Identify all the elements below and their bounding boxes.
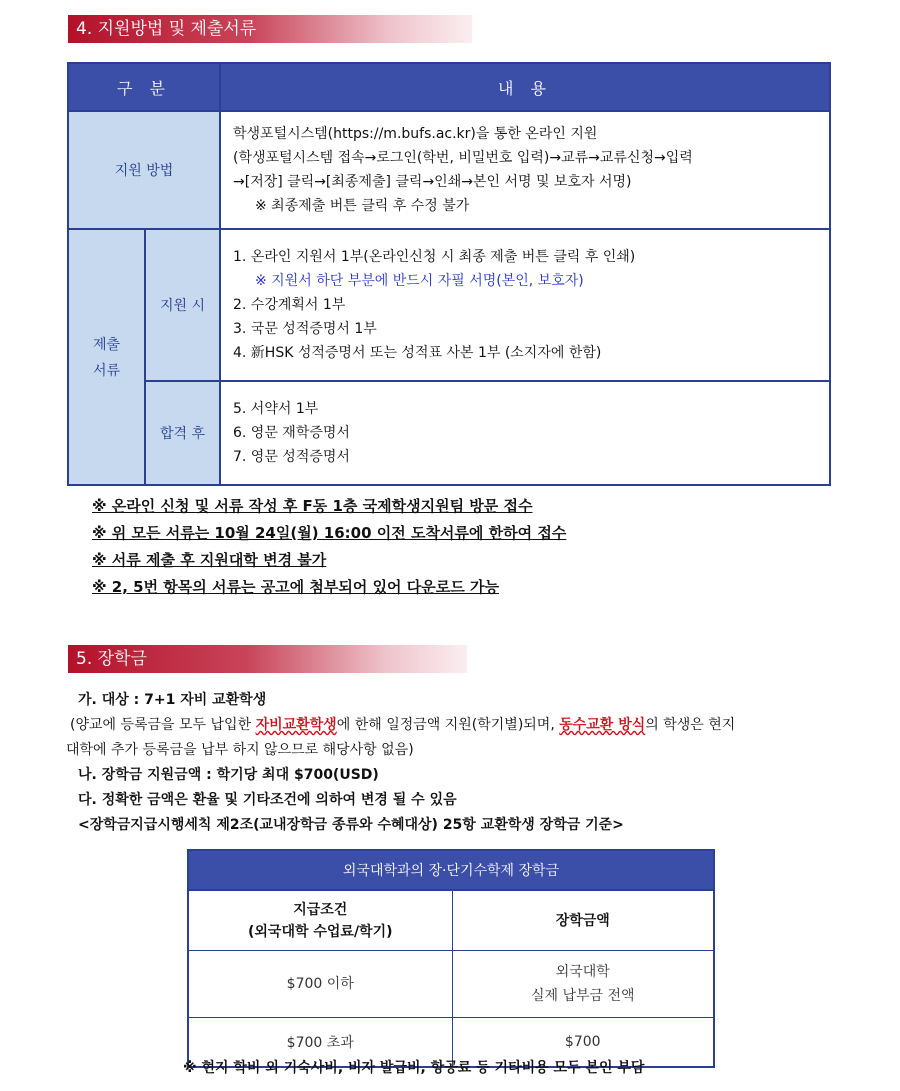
apply-line: 1. 온라인 지원서 1부(온라인신청 시 최종 제출 버튼 클릭 후 인쇄) [233, 249, 636, 265]
pass-content [220, 381, 830, 485]
section5-title: 5. 장학금 [68, 645, 467, 673]
desc-highlight: 동수교환 방식 [559, 717, 646, 733]
apply-note: ※ 지원서 하단 부분에 반드시 자필 서명(본인, 보호자) [255, 273, 584, 289]
pass-label: 합격 후 [145, 381, 220, 485]
docs-label-line: 제출 [92, 337, 121, 353]
desc-highlight: 자비교환학생 [255, 717, 337, 733]
notes-list [92, 493, 566, 601]
amount-line: 나. 장학금 지원금액 : 학기당 최대 $700(USD) [78, 767, 379, 783]
method-content [220, 111, 830, 229]
condition-header [188, 890, 452, 951]
desc-text: (양교에 등록금을 모두 납입한 [70, 717, 256, 733]
apply-line: 2. 수강계획서 1부 [233, 297, 346, 313]
note-text: ※ 2, 5번 항목의 서류는 공고에 첨부되어 있어 다운로드 가능 [92, 578, 499, 596]
method-line: (학생포털시스템 접속→로그인(학번, 비밀번호 입력)→교류→교류신청→입력 [233, 150, 693, 166]
desc-text: 의 학생은 현지 [645, 717, 736, 733]
apply-content [220, 229, 830, 381]
scholarship-table [187, 849, 715, 1068]
rule-line: <장학금지급시행세칙 제2조(교내장학금 종류와 수혜대상) 25항 교환학생 장학금 기준> [78, 817, 624, 833]
header-category: 구 분 [68, 63, 220, 111]
apply-line: 4. 新HSK 성적증명서 또는 성적표 사본 1부 (소지자에 한함) [233, 345, 602, 361]
apply-label: 지원 시 [145, 229, 220, 381]
method-line: 학생포털시스템(https://m.bufs.ac.kr)을 통한 온라인 지원 [233, 126, 598, 142]
method-note: ※ 최종제출 버튼 클릭 후 수정 불가 [255, 198, 470, 214]
header-content: 내 용 [220, 63, 830, 111]
docs-label-line: 서류 [92, 363, 121, 379]
note-item [92, 574, 566, 601]
condition-cell: $700 초과 [188, 1018, 452, 1068]
amount-line: 외국대학 [555, 964, 610, 980]
desc-line-2: 대학에 추가 등록금을 납부 하지 않으므로 해당사항 없음) [66, 742, 414, 758]
apply-line: 3. 국문 성적증명서 1부 [233, 321, 377, 337]
pass-line: 7. 영문 성적증명서 [233, 449, 350, 465]
note-item [92, 547, 566, 574]
desc-line [66, 713, 846, 738]
section4-title: 4. 지원방법 및 제출서류 [68, 15, 472, 43]
scholarship-caption: 외국대학과의 장·단기수학제 장학금 [188, 850, 714, 890]
note-item [92, 520, 566, 547]
target-line: 가. 대상 : 7+1 자비 교환학생 [78, 692, 267, 708]
pass-line: 6. 영문 재학증명서 [233, 425, 350, 441]
pass-line: 5. 서약서 1부 [233, 401, 319, 417]
note-text: ※ 위 모든 서류는 10월 24일(월) 16:00 이전 도착서류에 한하여 접수 [92, 524, 567, 542]
docs-label [68, 229, 145, 485]
amount-cell: $700 [452, 1018, 714, 1068]
condition-header-line: 지급조건 [293, 901, 348, 918]
scholarship-footnote: ※ 현지 학비 외 기숙사비, 비자 발급비, 항공료 등 기타비용 모두 본인 부담 [183, 1060, 645, 1076]
note-item [92, 493, 566, 520]
method-label: 지원 방법 [68, 111, 220, 229]
note-text: ※ 서류 제출 후 지원대학 변경 불가 [92, 551, 327, 569]
amount-cell [452, 951, 714, 1018]
amount-header: 장학금액 [452, 890, 714, 951]
method-line: →[저장] 클릭→[최종제출] 클릭→인쇄→본인 서명 및 보호자 서명) [233, 174, 632, 190]
amount-line: 실제 납부금 전액 [530, 988, 635, 1004]
exact-line: 다. 정확한 금액은 환율 및 기타조건에 의하여 변경 될 수 있음 [78, 792, 457, 808]
desc-text: 에 한해 일정금액 지원(학기별)되며, [336, 717, 560, 733]
scholarship-body [66, 688, 846, 838]
submission-table [67, 62, 831, 486]
condition-cell: $700 이하 [188, 951, 452, 1018]
note-text: ※ 온라인 신청 및 서류 작성 후 F동 1층 국제학생지원팀 방문 접수 [92, 497, 533, 515]
condition-header-line: (외국대학 수업료/학기) [248, 923, 393, 940]
